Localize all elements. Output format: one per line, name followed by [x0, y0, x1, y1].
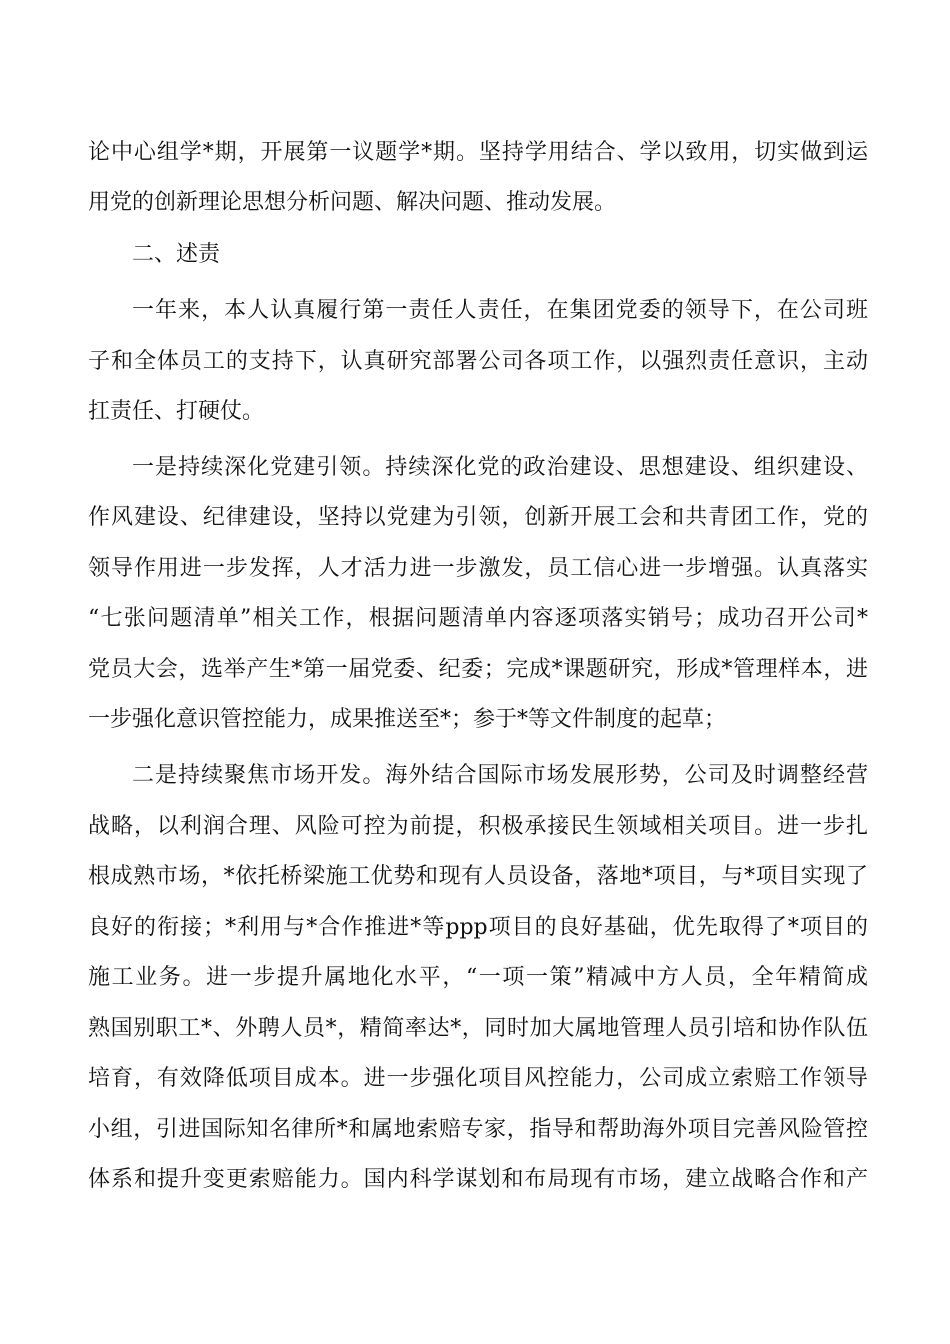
text-line: 二是持续聚焦市场开发。海外结合国际市场发展形势，公司及时调整经营 — [132, 763, 868, 788]
text-line: 小组，引进国际知名律所*和属地索赔专家，指导和帮助海外项目完善风险管控 — [88, 1117, 868, 1142]
text-line: 体系和提升变更索赔能力。国内科学谋划和布局现有市场，建立战略合作和产 — [88, 1167, 868, 1192]
text-line: 党员大会，选举产生*第一届党委、纪委；完成*课题研究，形成*管理样本，进 — [88, 657, 868, 682]
text-line: 用党的创新理论思想分析问题、解决问题、推动发展。 — [88, 190, 617, 215]
text-line: 施工业务。进一步提升属地化水平，“一项一策”精减中方人员，全年精简成 — [88, 965, 868, 990]
text-line: 一年来，本人认真履行第一责任人责任，在集团党委的领导下，在公司班 — [132, 298, 868, 323]
text-line: 战略，以利润合理、风险可控为前提，积极承接民生领域相关项目。进一步扎 — [88, 814, 868, 839]
text-line: 子和全体员工的支持下，认真研究部署公司各项工作，以强烈责任意识，主动 — [88, 349, 868, 374]
text-line: 培育，有效降低项目成本。进一步强化项目风控能力，公司成立索赔工作领导 — [88, 1066, 868, 1091]
text-line: 论中心组学*期，开展第一议题学*期。坚持学用结合、学以致用，切实做到运 — [88, 140, 868, 165]
text-line: 扛责任、打硬仗。 — [88, 399, 265, 424]
text-line: 熟国别职工*、外聘人员*，精简率达*，同时加大属地管理人员引培和协作队伍 — [88, 1016, 868, 1041]
text-line: 根成熟市场，*依托桥梁施工优势和现有人员设备，落地*项目，与*项目实现了 — [88, 864, 868, 889]
text-line: 作风建设、纪律建设，坚持以党建为引领，创新开展工会和共青团工作，党的 — [88, 505, 868, 530]
text-line: 一步强化意识管控能力，成果推送至*；参于*等文件制度的起草； — [88, 707, 727, 732]
text-line: 领导作用进一步发挥，人才活力进一步激发，员工信心进一步增强。认真落实 — [88, 556, 868, 581]
text-line: “七张问题清单”相关工作，根据问题清单内容逐项落实销号；成功召开公司* — [88, 606, 868, 631]
text-line: 良好的衔接；*利用与*合作推进*等ppp项目的良好基础，优先取得了*项目的 — [88, 915, 868, 940]
section-heading: 二、述责 — [132, 242, 221, 267]
text-line: 一是持续深化党建引领。持续深化党的政治建设、思想建设、组织建设、 — [132, 455, 868, 480]
